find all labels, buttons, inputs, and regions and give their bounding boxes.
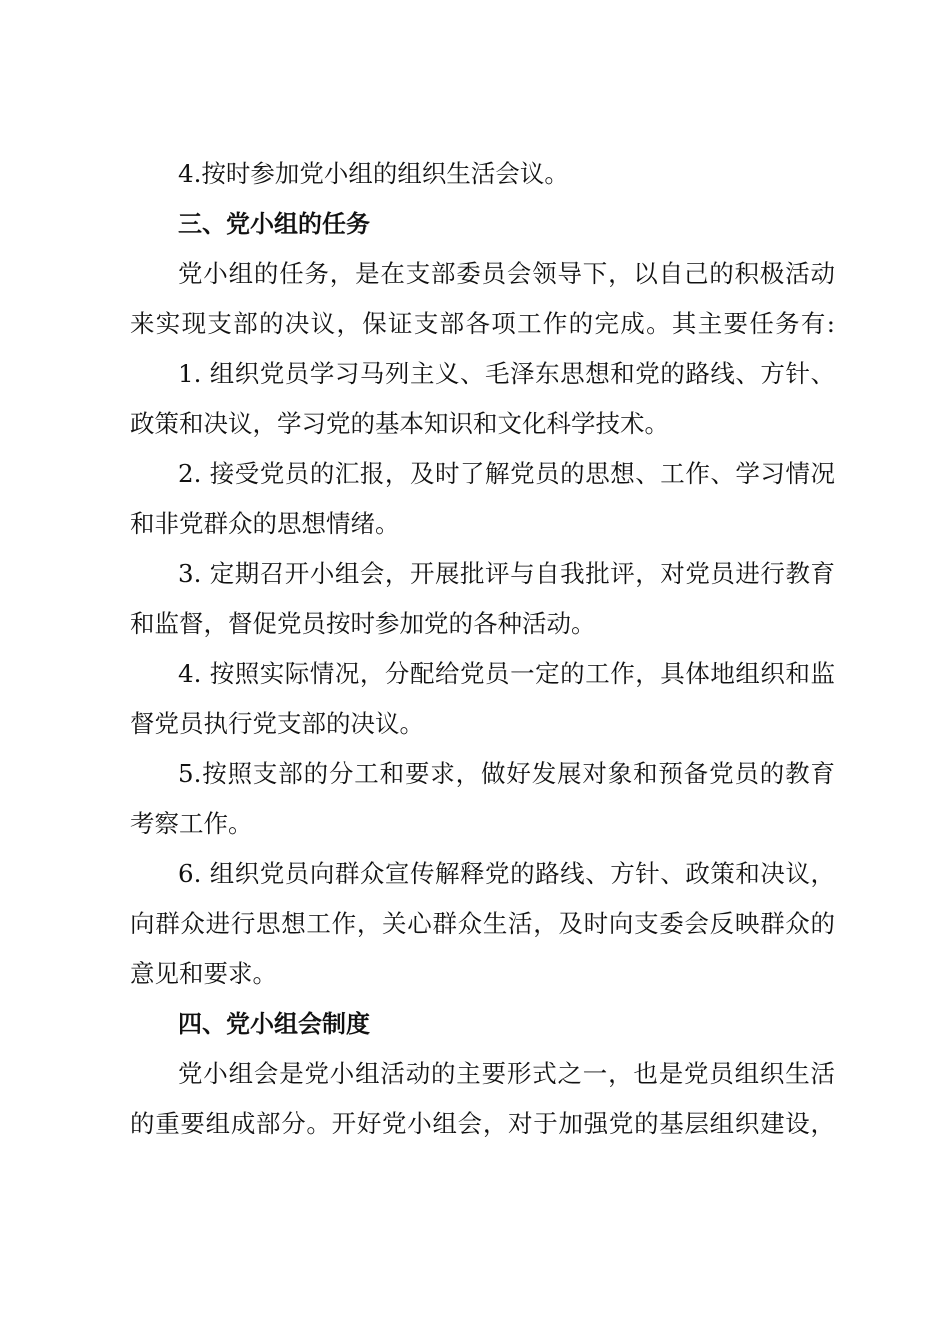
- list-item-2: 2. 接受党员的汇报，及时了解党员的思想、工作、学习情况: [178, 459, 835, 488]
- list-item-2-cont: 和非党群众的思想情绪。: [130, 509, 400, 538]
- paragraph-line: 的重要组成部分。开好党小组会，对于加强党的基层组织建设，: [130, 1109, 835, 1138]
- list-item-4-attend-meetings: 4.按时参加党小组的组织生活会议。: [178, 159, 569, 188]
- list-item-4: 4. 按照实际情况，分配给党员一定的工作，具体地组织和监: [178, 659, 835, 688]
- paragraph-line: 党小组会是党小组活动的主要形式之一，也是党员组织生活: [178, 1059, 835, 1088]
- list-item-1-cont: 政策和决议，学习党的基本知识和文化科学技术。: [130, 409, 669, 438]
- list-item-6-cont: 向群众进行思想工作，关心群众生活，及时向支委会反映群众的: [130, 909, 835, 938]
- list-item-4-cont: 督党员执行党支部的决议。: [130, 709, 424, 738]
- list-item-3: 3. 定期召开小组会，开展批评与自我批评，对党员进行教育: [178, 559, 835, 588]
- list-item-5-cont: 考察工作。: [130, 809, 253, 838]
- paragraph-line: 来实现支部的决议，保证支部各项工作的完成。其主要任务有:: [130, 309, 835, 338]
- paragraph-line: 党小组的任务，是在支部委员会领导下，以自己的积极活动: [178, 259, 835, 288]
- list-item-6: 6. 组织党员向群众宣传解释党的路线、方针、政策和决议，: [178, 859, 835, 888]
- section-heading-3: 三、党小组的任务: [178, 210, 370, 238]
- section-heading-4: 四、党小组会制度: [178, 1010, 370, 1038]
- list-item-3-cont: 和监督，督促党员按时参加党的各种活动。: [130, 609, 596, 638]
- list-item-5: 5.按照支部的分工和要求，做好发展对象和预备党员的教育: [178, 759, 835, 788]
- list-item-1: 1. 组织党员学习马列主义、毛泽东思想和党的路线、方针、: [178, 359, 835, 388]
- list-item-6-cont: 意见和要求。: [130, 959, 277, 988]
